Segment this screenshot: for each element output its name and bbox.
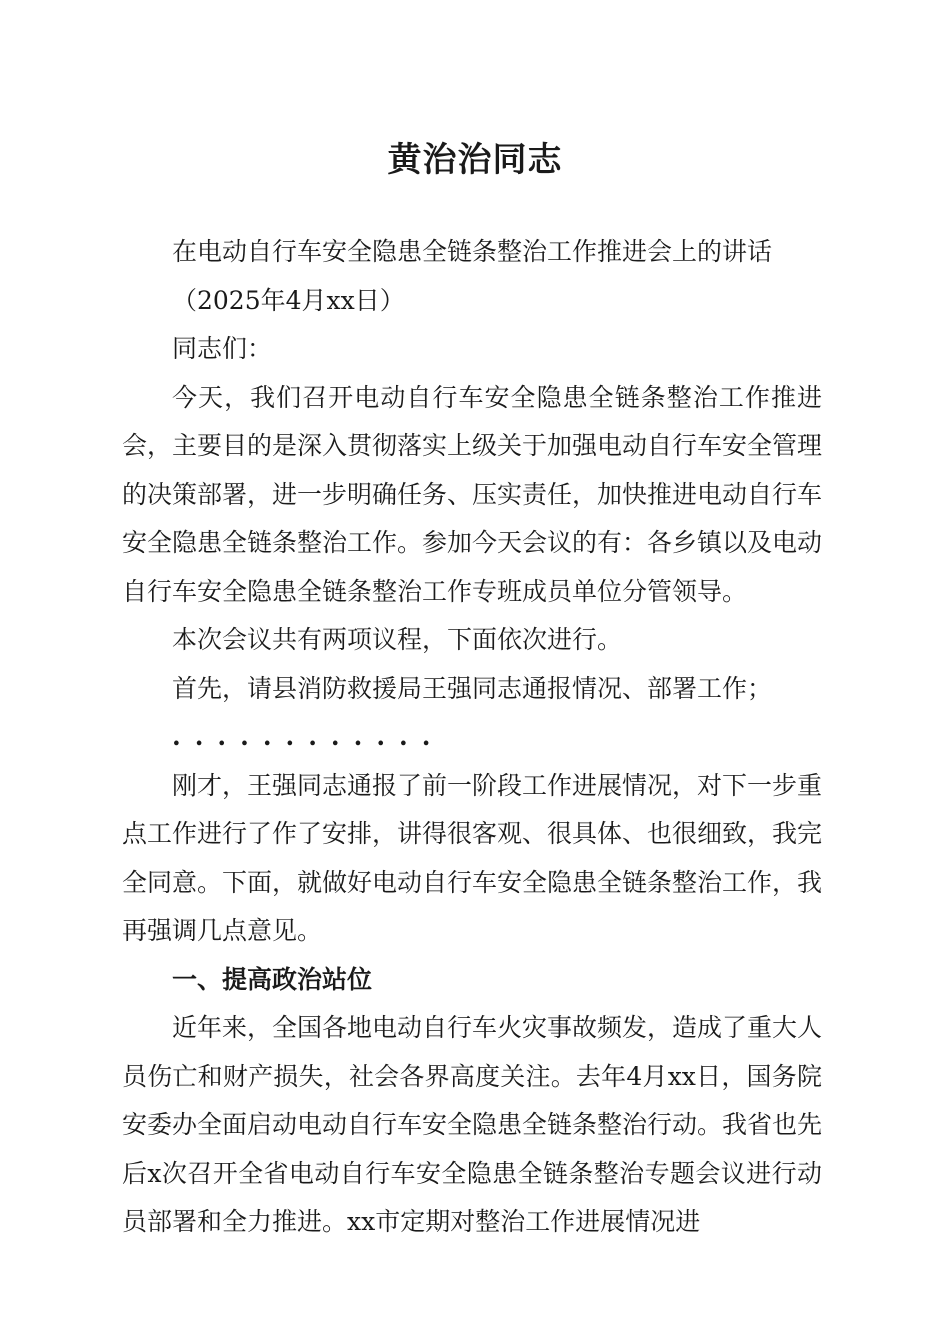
salutation: 同志们： [172,334,273,363]
paragraph-agenda: 本次会议共有两项议程，下面依次进行。 [172,625,623,654]
paragraph-first-item: 首先，请县消防救援局王强同志通报情况、部署工作； [172,673,773,703]
section-heading-1: 一、提高政治站位 [172,964,373,994]
document-body [122,228,822,1247]
paragraph-background: 近年来，全国各地电动自行车火灾事故频发，造成了重大人员伤亡和财产损失，社会各界高度关注。去年4月xx日，国务院安委办全面启动电动自行车安全隐患全链条整治行动。我省也先后x次召开全省电动自行车安全隐患全链条整治专题会议进行动员部署和全力推进。xx市定期对整治工作进展情况进 [122,1013,823,1236]
paragraph-response: 刚才，王强同志通报了前一阶段工作进展情况，对下一步重点工作进行了作了安排，讲得很客观、很具体、也很细致，我完全同意。下面，就做好电动自行车安全隐患全链条整治工作，我再强调几点意见。 [122,770,823,945]
document-title: 黄治治同志 [387,140,563,180]
paragraph-opening: 今天，我们召开电动自行车安全隐患全链条整治工作推进会，主要目的是深入贯彻落实上级关于加强电动自行车安全管理的决策部署，进一步明确任务、压实责任，加快推进电动自行车安全隐患全链条整治工作。参加今天会议的有：各乡镇以及电动自行车安全隐患全链条整治工作专班成员单位分管领导。 [122,382,823,606]
ellipsis-dots: ............ [172,722,445,751]
speech-date: （2025年4月xx日） [172,285,405,315]
speech-title: 在电动自行车安全隐患全链条整治工作推进会上的讲话 [172,237,773,266]
